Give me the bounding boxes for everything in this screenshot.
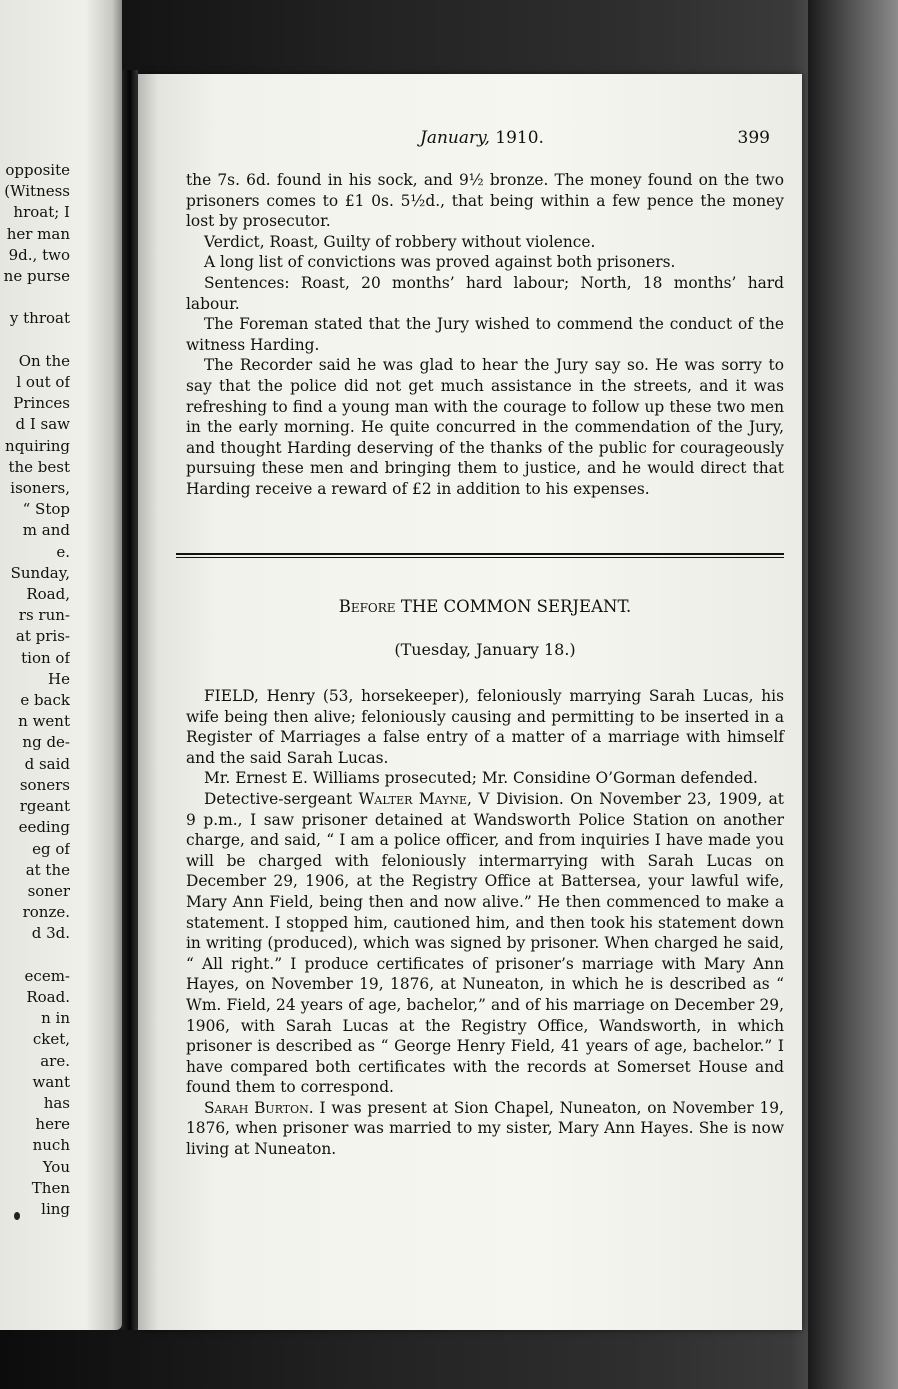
left-page-line: nquiring bbox=[5, 436, 70, 455]
left-page-line: isoners, bbox=[10, 479, 70, 498]
left-page-line bbox=[0, 330, 70, 351]
witness-mayne-name: Walter Mayne bbox=[358, 789, 468, 808]
witness-burton-testimony: I was present at Sion Chapel, Nuneaton, on November 19, 1876, when prisoner was married to my sister, Mary Ann Hayes. She is now living at Nuneaton. bbox=[186, 1098, 784, 1159]
session-date: (Tuesday, January 18.) bbox=[394, 640, 576, 659]
margin-mark bbox=[14, 1212, 20, 1220]
left-page-line: d said bbox=[24, 754, 70, 773]
left-page-line: n in bbox=[41, 1009, 70, 1028]
left-page-line: Sunday, bbox=[10, 563, 70, 582]
left-page-line: rs run- bbox=[18, 606, 70, 625]
left-page-line: e. bbox=[56, 542, 70, 561]
left-page-line: e back bbox=[20, 691, 70, 710]
left-page-line: d I saw bbox=[15, 415, 70, 434]
left-page-line: l out of bbox=[16, 373, 70, 392]
running-head-year: 1910. bbox=[495, 128, 544, 148]
paragraph-verdict: Verdict, Roast, Guilty of robbery without violence. bbox=[204, 232, 596, 251]
witness-mayne-paragraph bbox=[186, 789, 784, 1098]
case-text bbox=[186, 686, 784, 1160]
section-divider-rule bbox=[176, 553, 784, 558]
left-page-line: her man bbox=[6, 224, 70, 243]
left-page-line: the best bbox=[8, 457, 70, 476]
left-page-line bbox=[0, 945, 70, 966]
left-page-line: nuch bbox=[32, 1136, 70, 1155]
defendant-name: FIELD, Henry bbox=[204, 687, 316, 705]
running-head-title bbox=[420, 128, 544, 148]
left-page-line: opposite bbox=[5, 161, 70, 179]
paragraph-sentences: Sentences: Roast, 20 months’ hard labour; North, 18 months’ hard labour. bbox=[186, 273, 784, 313]
running-head-month: January, bbox=[420, 128, 490, 148]
left-page-line: n went bbox=[18, 712, 70, 731]
left-page-line: hroat; I bbox=[13, 203, 70, 222]
paragraph-convictions: A long list of convictions was proved against both prisoners. bbox=[204, 253, 676, 272]
left-page-line: Princes bbox=[13, 394, 70, 413]
left-page-line: ling bbox=[41, 1199, 70, 1218]
section-heading-before: Before bbox=[338, 597, 396, 616]
left-page-line: ng de- bbox=[22, 733, 70, 752]
charge-text: (53, horsekeeper), feloniously marrying Sarah Lucas, his wife being then alive; feloniously causing and permitting to be inserted in a Register of Marriages a false entry of a matter of a marriage with himself and the said Sarah Lucas. bbox=[186, 687, 784, 767]
left-page-line: On the bbox=[18, 351, 70, 370]
case-charge-paragraph bbox=[186, 686, 784, 768]
left-page-line: 9d., two bbox=[8, 245, 70, 264]
left-page-line: m and bbox=[22, 521, 70, 540]
witness-burton-name: Sarah Burton. bbox=[204, 1098, 314, 1117]
left-page-line: cket, bbox=[32, 1030, 70, 1049]
left-page-text-fragments bbox=[0, 160, 70, 1220]
left-page-line: at pris- bbox=[15, 627, 70, 646]
left-page-line: He bbox=[48, 669, 70, 688]
left-page-line: You bbox=[42, 1157, 70, 1176]
left-page-line: d 3d. bbox=[31, 924, 70, 943]
left-page-line: Road, bbox=[26, 585, 70, 604]
left-page-line: soners bbox=[19, 775, 70, 794]
left-page-line: tion of bbox=[21, 648, 70, 667]
left-page-line: ecem- bbox=[24, 966, 70, 985]
top-paragraphs bbox=[186, 170, 784, 500]
running-head bbox=[420, 128, 770, 150]
left-page-line: want bbox=[32, 1072, 70, 1091]
left-page-line: soner bbox=[27, 881, 70, 900]
left-page-line: at the bbox=[25, 860, 70, 879]
left-page bbox=[0, 0, 122, 1330]
left-page-line bbox=[0, 287, 70, 308]
page-number: 399 bbox=[737, 128, 770, 148]
paragraph-foreman: The Foreman stated that the Jury wished to commend the conduct of the witness Harding. bbox=[186, 315, 784, 354]
page-edge-shadow bbox=[808, 0, 898, 1389]
left-page-line: “ Stop bbox=[22, 500, 70, 519]
section-heading bbox=[186, 597, 784, 616]
left-page-line: ne purse bbox=[3, 267, 70, 286]
left-page-line: are. bbox=[40, 1051, 70, 1070]
left-page-line: rgeant bbox=[19, 797, 70, 816]
left-page-line: has bbox=[43, 1093, 70, 1112]
paragraph-money-found: the 7s. 6d. found in his sock, and 9½ bronze. The money found on the two prisoners comes to £1 0s. 5½d., that being within a few pence the money lost by prosecutor. bbox=[186, 171, 784, 231]
counsel-paragraph: Mr. Ernest E. Williams prosecuted; Mr. Considine O’Gorman defended. bbox=[204, 769, 758, 788]
left-page-line: Then bbox=[31, 1178, 70, 1197]
left-page-line: Road. bbox=[26, 987, 70, 1006]
witness-mayne-testimony: , V Division. On November 23, 1909, at 9 p.m., I saw prisoner detained at Wandsworth Police Station on another charge, and said, “ I am a police officer, and from inquiries I have made you will be charged with feloniously intermarrying with Sarah Lucas on December 29, 1906, at the Registry Office at Battersea, your lawful wife, Mary Ann Field, being then and now alive.” He then commenced to make a statement. I stopped him, cautioned him, and then took his statement down in writing (produced), which was signed by prisoner. When charged he said, “ All right.” I produce certificates of prisoner’s marriage with Mary Ann Hayes, on November 19, 1876, at Nuneaton, in which he is described as “ Wm. Field, 24 years of age, bachelor,” and of his marriage on December 29, 1906, with Sarah Lucas at the Registry Office, Wandsworth, in which prisoner is described as “ George Henry Field, 41 years of age, bachelor.” I have compared both certificates with the records at Somerset House and found them to correspond. bbox=[186, 789, 784, 1097]
left-page-line: ronze. bbox=[22, 903, 70, 922]
left-page-line: eeding bbox=[18, 818, 70, 837]
left-page-line: eg of bbox=[32, 839, 70, 858]
left-page-line: here bbox=[35, 1115, 70, 1134]
section-heading-court: THE COMMON SERJEANT. bbox=[400, 597, 632, 616]
book-gutter bbox=[122, 70, 138, 1330]
left-page-line: y throat bbox=[9, 309, 70, 328]
witness-mayne-rank: Detective-sergeant bbox=[204, 789, 353, 808]
witness-burton-paragraph bbox=[186, 1098, 784, 1160]
paragraph-recorder: The Recorder said he was glad to hear the Jury say so. He was sorry to say that the police did not get much assistance in the streets, and it was refreshing to find a young man with the courage to follow up these two men in the early morning. He quite concurred in the commendation of the Jury, and thought Harding deserving of the thanks of the public for courageously pursuing these men and bringing them to justice, and he would direct that Harding receive a reward of £2 in addition to his expenses. bbox=[186, 356, 784, 498]
left-page-line: (Witness bbox=[4, 182, 70, 201]
